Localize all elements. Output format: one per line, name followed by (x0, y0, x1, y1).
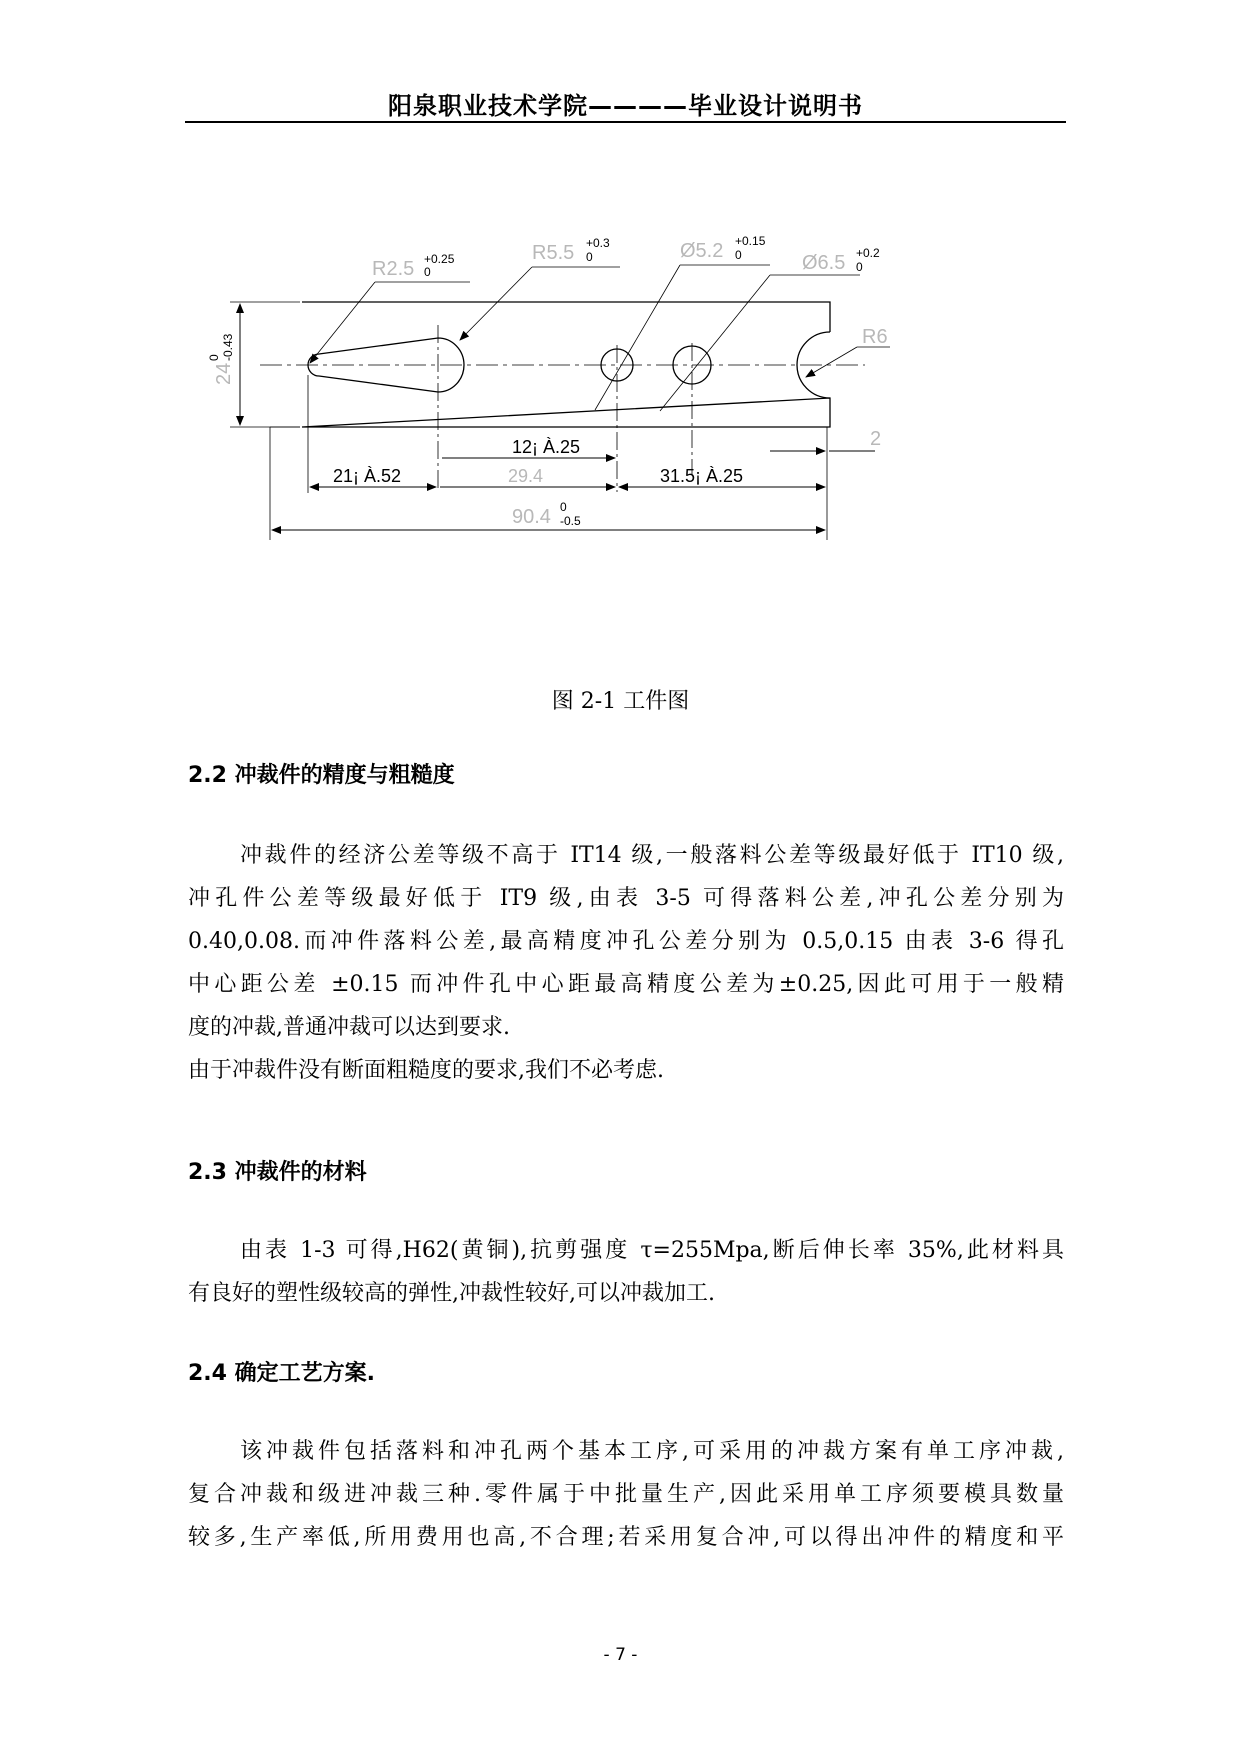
svg-text:0: 0 (735, 248, 742, 262)
text-line: 冲裁件的经济公差等级不高于 IT14 级,一般落料公差等级最好低于 IT10 级, (240, 843, 1064, 868)
label-h24: 24 (213, 362, 235, 385)
text-line: 由于冲裁件没有断面粗糙度的要求,我们不必考虑. (188, 1058, 664, 1083)
page-number: - 7 - (603, 1645, 638, 1665)
label-r25: R2.5 (372, 258, 415, 280)
section-heading-2-4: 2.4 确定工艺方案. (188, 1361, 375, 1386)
label-dim12: 12¡ À.25 (512, 437, 581, 457)
text-line: 冲孔件公差等级最好低于 IT9 级,由表 3-5 可得落料公差,冲孔公差分别为 (188, 886, 1064, 911)
section-2-3-body (188, 1229, 1064, 1315)
svg-text:+0.25: +0.25 (424, 252, 455, 266)
label-r55: R5.5 (532, 242, 575, 264)
text-line: 0.40,0.08.而冲件落料公差,最高精度冲孔公差分别为 0.5,0.15 由表 3-6 得孔 (188, 929, 1064, 954)
figure-caption: 图 2-1 工件图 (551, 689, 690, 714)
text-line: 复合冲裁和级进冲裁三种.零件属于中批量生产,因此采用单工序须要模具数量 (188, 1482, 1064, 1507)
label-dim2: 2 (870, 428, 882, 450)
text-line: 由表 1-3 可得,H62(黄铜),抗剪强度 τ=255Mpa,断后伸长率 35%,此材料具 (240, 1238, 1064, 1263)
label-d52: Ø5.2 (680, 240, 724, 262)
header-rule (185, 121, 1066, 123)
svg-text:0: 0 (856, 260, 863, 274)
section-2-4-body (188, 1430, 1064, 1559)
text-line: 较多,生产率低,所用费用也高,不合理;若采用复合冲,可以得出冲件的精度和平 (188, 1525, 1064, 1550)
svg-text:-0.5: -0.5 (560, 514, 581, 528)
svg-text:+0.15: +0.15 (735, 234, 766, 248)
text-line: 中心距公差 ±0.15 而冲件孔中心距最高精度公差为±0.25,因此可用于一般精 (188, 972, 1064, 997)
text-line: 该冲裁件包括落料和冲孔两个基本工序,可采用的冲裁方案有单工序冲裁, (240, 1439, 1064, 1464)
workpiece-drawing (207, 234, 1030, 615)
svg-text:0: 0 (560, 500, 567, 514)
section-2-2-body (188, 834, 1064, 1092)
svg-text:0: 0 (424, 265, 431, 279)
text-line: 度的冲裁,普通冲裁可以达到要求. (188, 1015, 510, 1040)
svg-text:0: 0 (207, 354, 221, 361)
label-dim21: 21¡ À.52 (333, 466, 402, 486)
svg-text:+0.3: +0.3 (586, 236, 610, 250)
section-heading-2-2: 2.2 冲裁件的精度与粗糙度 (188, 763, 455, 788)
svg-text:+0.2: +0.2 (856, 246, 880, 260)
label-dim904: 90.4 (512, 506, 551, 528)
label-d65: Ø6.5 (802, 252, 846, 274)
text-line: 有良好的塑性级较高的弹性,冲裁性较好,可以冲裁加工. (188, 1281, 715, 1306)
section-heading-2-3: 2.3 冲裁件的材料 (188, 1160, 367, 1185)
label-dim294: 29.4 (508, 466, 544, 486)
plate-outline (302, 302, 830, 427)
svg-text:-0.43: -0.43 (221, 333, 235, 361)
svg-text:0: 0 (586, 250, 593, 264)
label-dim315: 31.5¡ À.25 (660, 466, 744, 486)
label-r6: R6 (862, 326, 888, 348)
running-header: 阳泉职业技术学院————毕业设计说明书 (388, 92, 863, 120)
